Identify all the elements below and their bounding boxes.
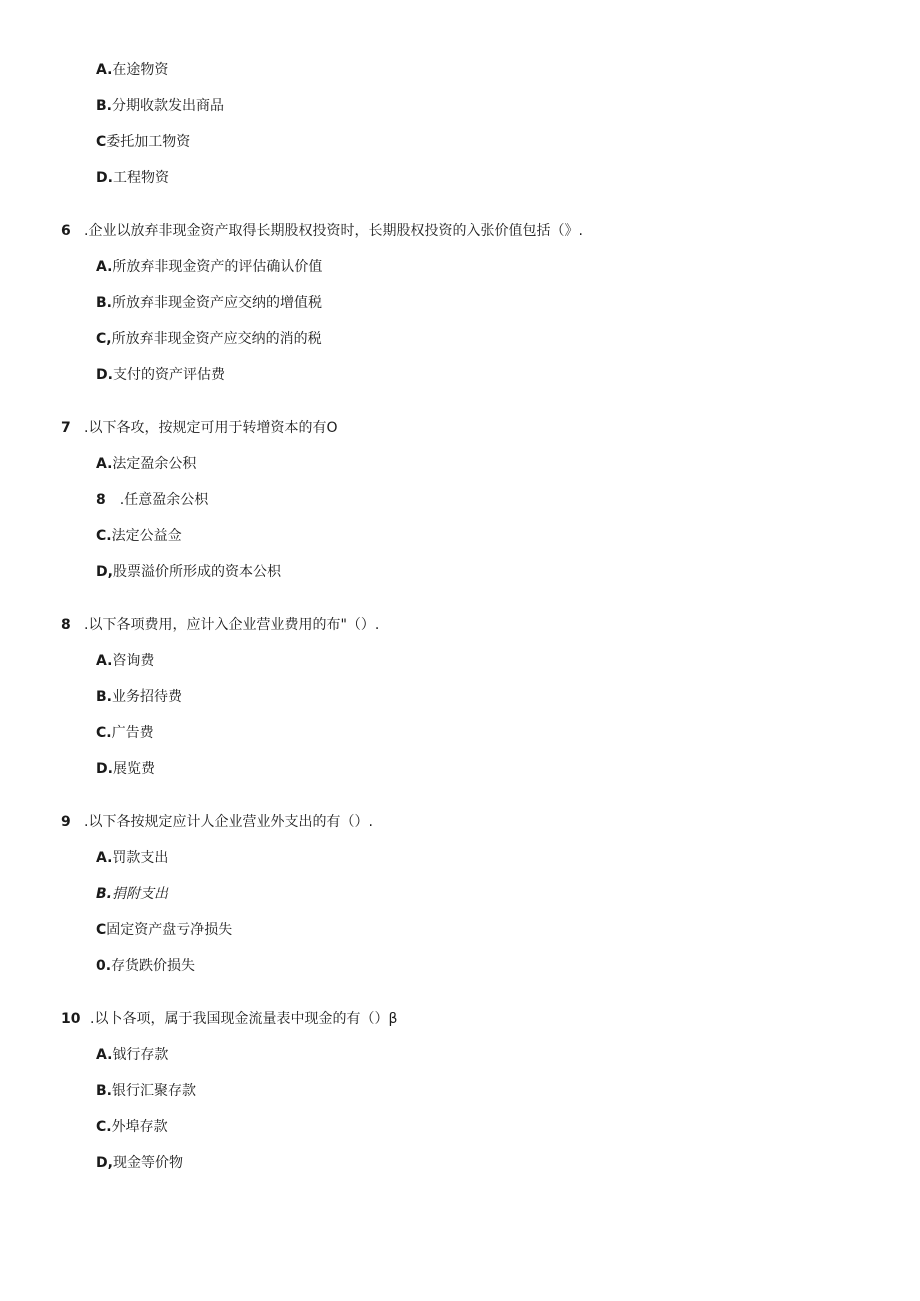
question-6-number: 6 (61, 223, 71, 239)
q7-option-c: C.法定公益佥 (96, 528, 182, 544)
q9-option-a: A.罚款支出 (96, 850, 169, 866)
q10-option-b: B.银行汇聚存款 (96, 1083, 196, 1099)
question-10-number: 10 (61, 1011, 81, 1027)
q5-option-c: C委托加工物资 (96, 134, 191, 150)
q9-option-c: C固定资产盘亏净损失 (96, 922, 233, 938)
q6-option-a: A.所放弃非现金资产的评估确认价值 (96, 259, 323, 275)
q9-option-b: B.捐附支出 (96, 886, 168, 902)
question-7 (0, 419, 920, 437)
q8-option-a: A.咨询费 (96, 653, 155, 669)
q5-option-d: D.工程物资 (96, 170, 169, 186)
question-7-number: 7 (61, 420, 71, 436)
question-7-text: .以下各攻，按规定可用于转增资本的有O (84, 420, 338, 436)
q10-option-a: A.钺行存款 (96, 1047, 169, 1063)
question-9-number: 9 (61, 814, 71, 830)
question-6 (0, 222, 920, 240)
q10-option-d: D,现金等价物 (96, 1155, 183, 1171)
q8-option-d: D.展览费 (96, 761, 155, 777)
q6-option-b: B.所放弃非现金资产应交纳的增值税 (96, 295, 322, 311)
q8-option-b: B.业务招待费 (96, 689, 182, 705)
q7-option-d: D,股票溢价所形成的资本公枳 (96, 564, 281, 580)
q7-option-b: 8 .任意盈余公枳 (96, 492, 209, 508)
question-6-text: .企业以放弃非现金资产取得长期股权投资时，长期股权投资的入张价值包括（》. (84, 223, 583, 239)
q9-option-d: 0.存货跌价损失 (96, 958, 196, 974)
q7-option-a: A.法定盈余公积 (96, 456, 197, 472)
question-8-number: 8 (61, 617, 71, 633)
q10-option-c: C.外埠存款 (96, 1119, 168, 1135)
q6-option-d: D.支付的资产评估费 (96, 367, 225, 383)
q5-option-b: B.分期收款发出商品 (96, 98, 224, 114)
question-8-text: .以下各项费用，应计入企业营业费用的布"（）. (84, 617, 380, 633)
question-9-text: .以下各按规定应计人企业营业外支出的有（）. (84, 814, 373, 830)
q5-option-a: A.在途物资 (96, 62, 169, 78)
q8-option-c: C.广告费 (96, 725, 154, 741)
question-9 (0, 813, 920, 831)
question-8 (0, 616, 920, 634)
q6-option-c: C,所放弃非现金资产应交纳的消的税 (96, 331, 322, 347)
question-10 (0, 1010, 920, 1028)
question-10-text: .以卜各项，属于我国现金流量表中现金的有（）β (90, 1011, 398, 1027)
